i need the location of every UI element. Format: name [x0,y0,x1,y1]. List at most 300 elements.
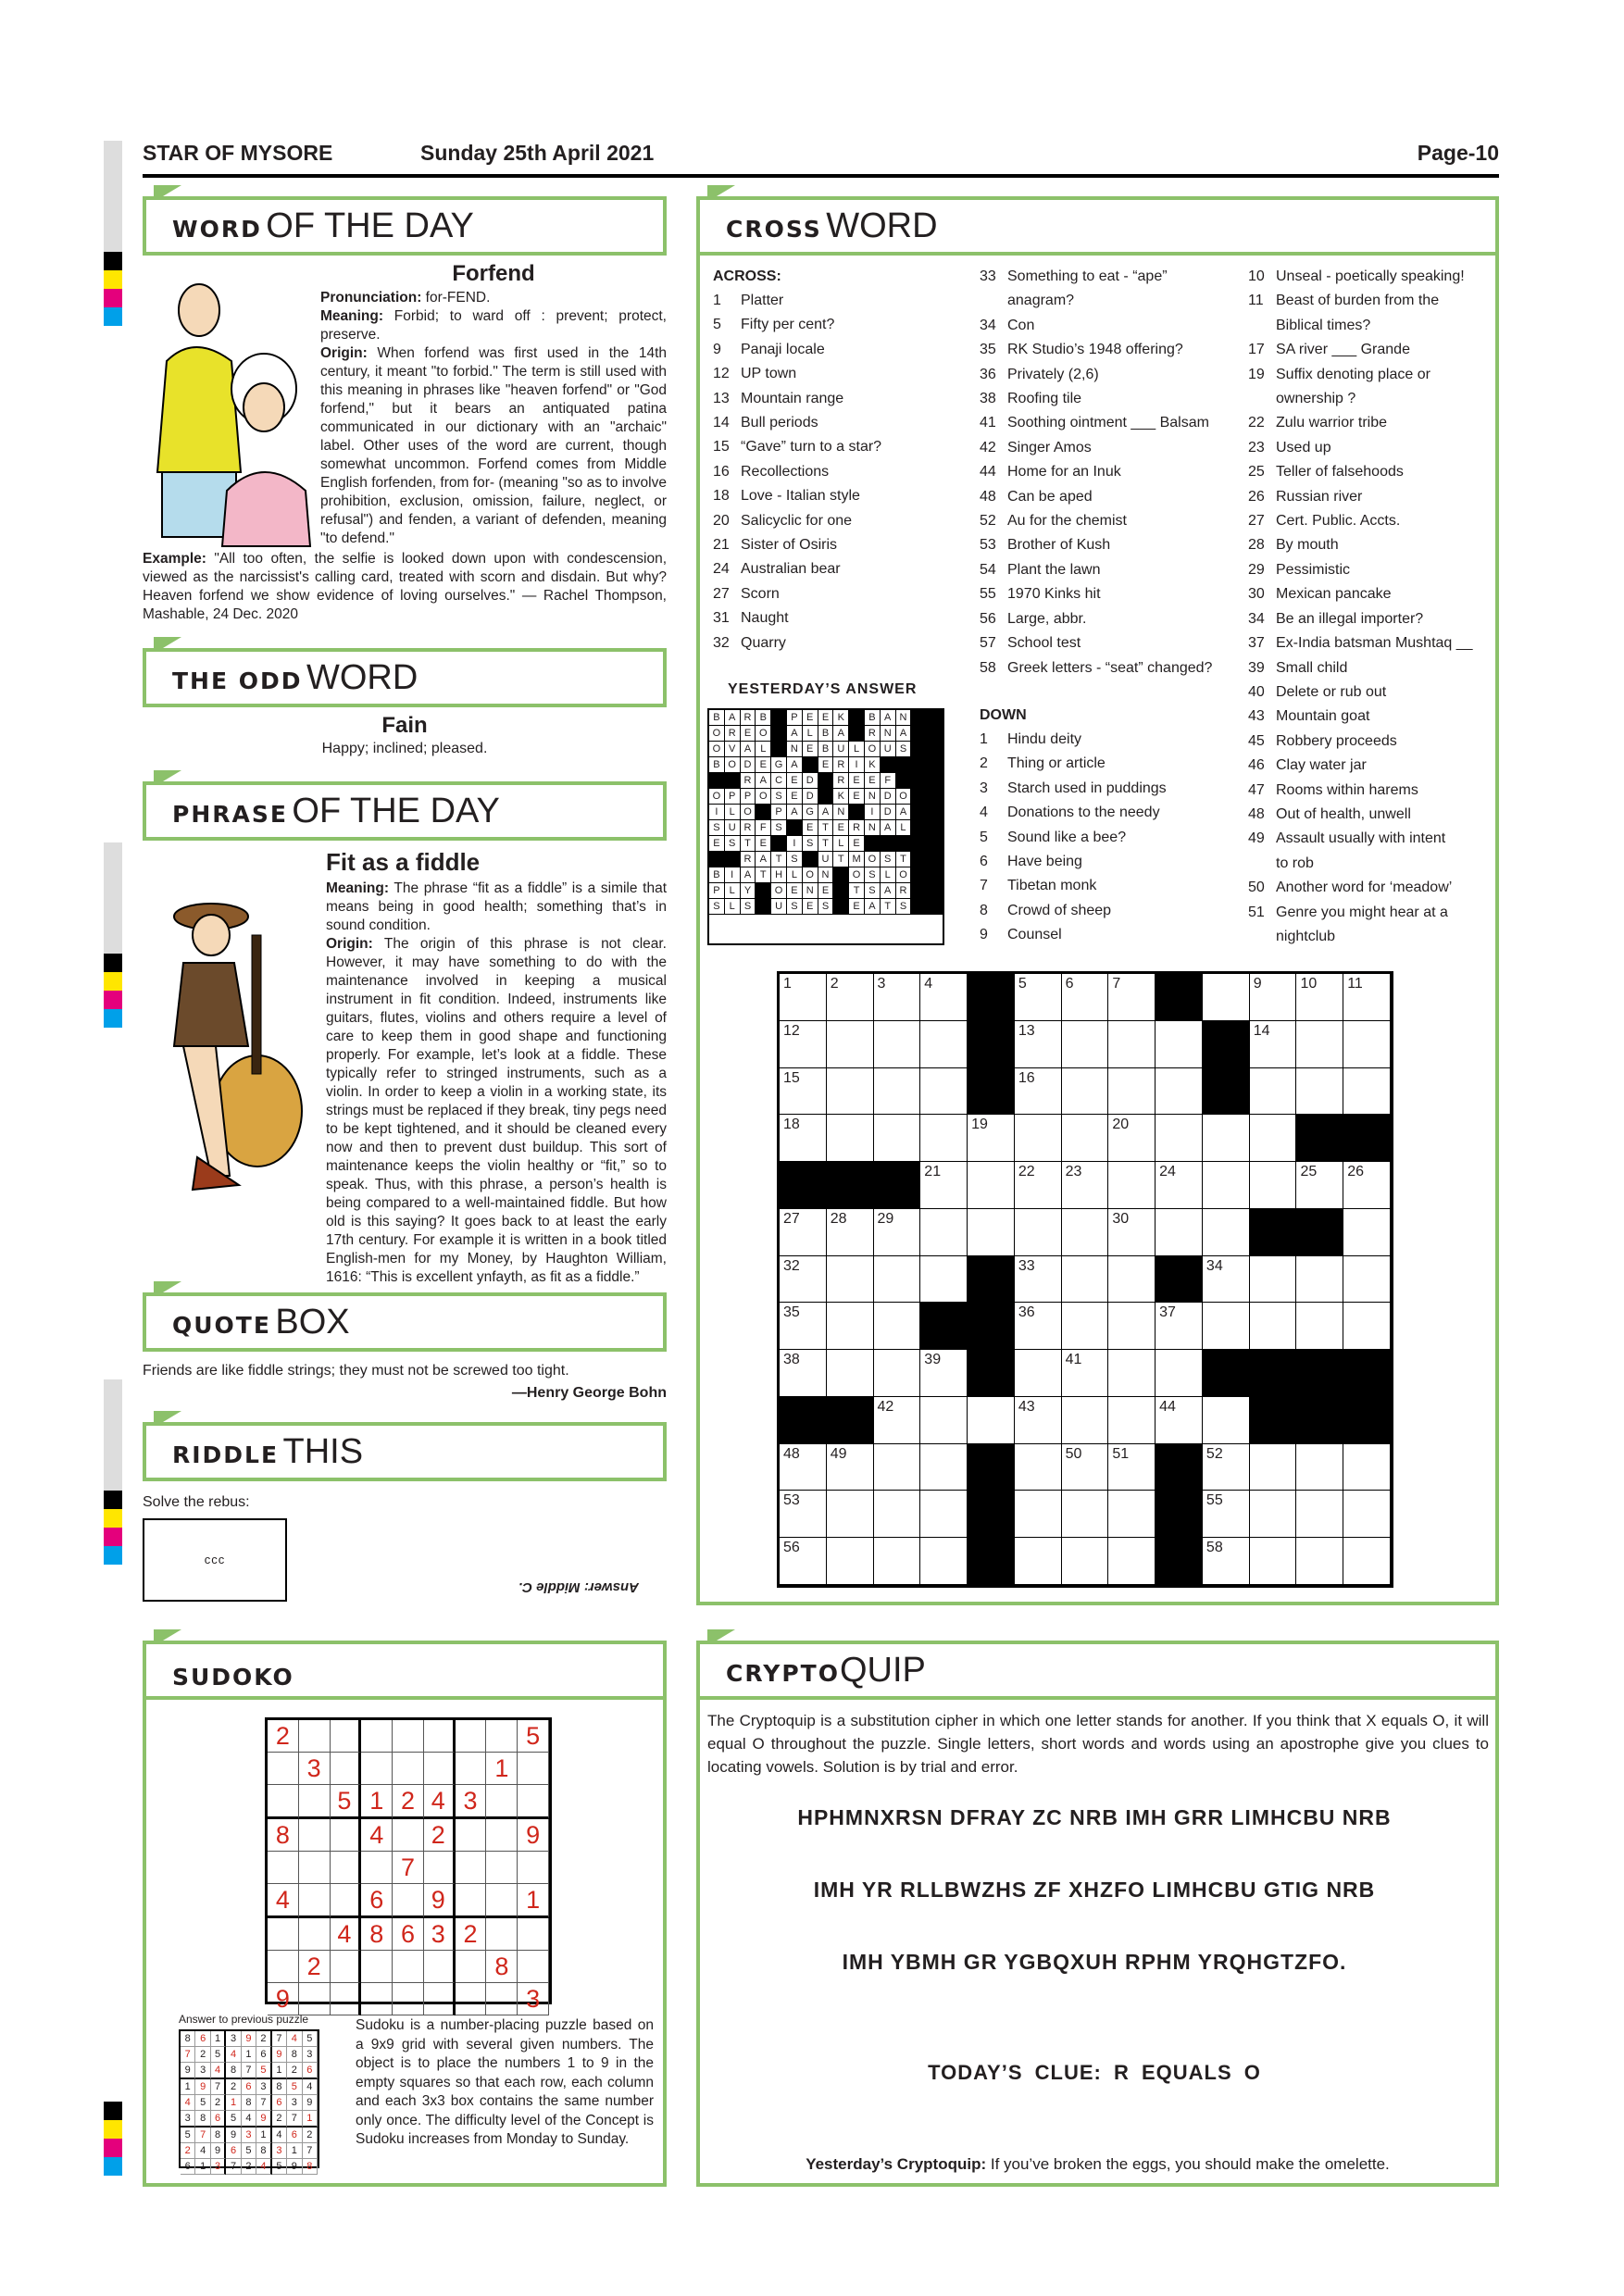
crossword-cell[interactable] [1062,1303,1109,1350]
crossword-cell[interactable] [968,1538,1015,1585]
crossword-cell[interactable] [1015,1115,1062,1162]
crossword-cell[interactable] [1250,1115,1297,1162]
sudoku-cell[interactable] [299,1852,331,1884]
clue-number: 3 [980,780,988,796]
crossword-cell[interactable] [780,1491,827,1538]
sudoku-cell[interactable] [424,1753,456,1785]
sudoku-cell[interactable] [331,1951,362,1983]
crossword-cell[interactable] [1296,1021,1343,1068]
clue [980,509,1212,533]
answer-cell [896,836,912,852]
crossword-cell[interactable] [1062,1491,1109,1538]
crossword-cell[interactable] [827,1256,874,1304]
crossword-cell[interactable] [1343,1162,1391,1209]
sudoku-cell[interactable]: 4 [424,1785,456,1819]
answer-cell: E [818,883,834,899]
answer-cell: S [709,820,725,836]
clue [1248,436,1473,460]
cell-number: 7 [1112,976,1121,992]
crossword-cell[interactable] [1250,1397,1297,1444]
prev-cell: 7 [211,2079,226,2095]
crossword-cell[interactable] [920,1021,968,1068]
crossword-cell[interactable] [827,1162,874,1209]
sudoku-cell[interactable]: 1 [518,1884,549,1918]
crossword-cell[interactable] [1156,1397,1203,1444]
crossword-cell[interactable] [1062,1162,1109,1209]
sudoku-cell[interactable]: 5 [518,1720,549,1753]
crossword-cell[interactable] [1203,1068,1250,1116]
crossword-cell[interactable] [1203,1021,1250,1068]
crossword-cell[interactable] [1062,1209,1109,1256]
sudoku-cell[interactable] [268,1852,299,1884]
answer-cell: T [833,852,849,867]
crossword-cell[interactable] [1062,974,1109,1021]
crossword-cell[interactable] [827,1068,874,1116]
crossword-cell[interactable] [968,1444,1015,1491]
clue-number: 28 [1248,537,1265,554]
crossword-cell[interactable] [1156,1209,1203,1256]
crossword-cell[interactable] [1296,1209,1343,1256]
crossword-cell[interactable] [920,1538,968,1585]
sudoku-cell[interactable] [424,1983,456,2015]
crossword-cell[interactable] [1156,1021,1203,1068]
crossword-cell[interactable] [1203,1115,1250,1162]
crossword-cell[interactable] [968,1162,1015,1209]
clue [980,558,1212,582]
crossword-cell[interactable] [1156,974,1203,1021]
crossword-cell[interactable] [780,1444,827,1491]
sudoku-cell[interactable]: 9 [424,1884,456,1918]
crossword-cell[interactable] [1296,1303,1343,1350]
sudoku-cell[interactable] [486,1918,518,1951]
crossword-cell[interactable] [1343,1068,1391,1116]
crossword-cell[interactable] [827,1021,874,1068]
sudoku-cell[interactable]: 3 [299,1753,331,1785]
crossword-cell[interactable] [920,1491,968,1538]
crossword-cell[interactable] [1156,1115,1203,1162]
sudoku-cell[interactable] [456,1720,487,1753]
crossword-cell[interactable] [1062,1021,1109,1068]
sudoku-cell[interactable]: 1 [361,1785,393,1819]
sudoku-cell[interactable]: 9 [518,1819,549,1852]
sudoku-cell[interactable] [456,1819,487,1852]
crossword-cell[interactable] [1250,1209,1297,1256]
crossword-cell[interactable] [1343,1303,1391,1350]
sudoku-cell[interactable] [331,1753,362,1785]
sudoku-cell[interactable] [393,1951,424,1983]
crossword-cell[interactable] [780,1021,827,1068]
sudoku-cell[interactable] [361,1753,393,1785]
crossword-cell[interactable] [968,1491,1015,1538]
crossword-cell[interactable] [874,1068,921,1116]
crossword-cell[interactable] [920,1209,968,1256]
crossword-cell[interactable] [968,1256,1015,1304]
sudoku-cell[interactable] [518,1753,549,1785]
sudoku-cell[interactable] [424,1951,456,1983]
crossword-cell[interactable] [874,1303,921,1350]
crossword-cell[interactable] [827,1350,874,1397]
crossword-cell[interactable] [780,1115,827,1162]
crossword-cell[interactable] [920,1162,968,1209]
sudoku-cell[interactable] [486,1983,518,2015]
sudoku-cell[interactable]: 2 [393,1785,424,1819]
crossword-cell[interactable] [874,1538,921,1585]
crossword-cell[interactable] [1203,1209,1250,1256]
answer-cell [911,742,927,757]
crossword-cell[interactable] [920,1350,968,1397]
crossword-cell[interactable] [1250,1444,1297,1491]
clue [980,485,1212,509]
clue-number: 24 [713,561,730,578]
crossword-cell[interactable] [1296,1162,1343,1209]
crossword-cell[interactable] [1108,1209,1156,1256]
crossword-cell[interactable] [1203,1256,1250,1304]
sudoku-cell[interactable]: 1 [486,1753,518,1785]
crossword-cell[interactable] [1296,974,1343,1021]
crossword-cell[interactable] [1015,1209,1062,1256]
cryptoquip-intro: The Cryptoquip is a substitution cipher in which one letter stands for another. If you think that X equals O, it will equal O throughout the puzzle. Single letters, short words and words using an apostrophe give you clues to locating vowels. Solution is by trial and error. [707,1712,1489,1776]
sudoku-cell[interactable]: 8 [268,1819,299,1852]
crossword-cell[interactable] [920,1068,968,1116]
crossword-cell[interactable] [780,1350,827,1397]
answer-cell: N [865,820,881,836]
prev-cell: 5 [181,2128,195,2143]
crossword-cell[interactable] [1203,974,1250,1021]
crossword-cell[interactable] [1296,1115,1343,1162]
sudoku-cell[interactable] [518,1785,549,1819]
crossword-cell[interactable] [968,974,1015,1021]
crossword-cell[interactable] [1015,1021,1062,1068]
crossword-cell[interactable] [1343,1444,1391,1491]
prev-cell: 1 [226,2095,241,2111]
crossword-cell[interactable] [780,1538,827,1585]
cell-number: 49 [830,1445,847,1462]
crossword-cell[interactable] [968,1115,1015,1162]
crossword-cell[interactable] [874,1444,921,1491]
sudoku-cell[interactable] [518,1852,549,1884]
cell-number: 32 [783,1257,800,1274]
crossword-cell[interactable] [1203,1303,1250,1350]
sudoku-cell[interactable]: 6 [361,1884,393,1918]
crossword-cell[interactable] [1015,1350,1062,1397]
crossword-cell[interactable] [827,1303,874,1350]
sudoku-cell[interactable] [518,1918,549,1951]
crossword-cell[interactable] [874,1021,921,1068]
crossword-cell[interactable] [1015,1303,1062,1350]
crossword-cell[interactable] [874,974,921,1021]
crossword-cell[interactable] [827,1444,874,1491]
crossword-cell[interactable] [1015,1256,1062,1304]
prev-cell: 7 [256,2095,271,2111]
sudoku-cell[interactable] [361,1983,393,2015]
crossword-cell[interactable] [874,1256,921,1304]
crossword-cell[interactable] [920,1444,968,1491]
sudoku-cell[interactable]: 2 [268,1720,299,1753]
crossword-cell[interactable] [1108,1491,1156,1538]
crossword-cell[interactable] [1343,1491,1391,1538]
clue-text: Singer Amos [1007,439,1092,455]
crossword-cell[interactable] [968,1021,1015,1068]
sudoku-cell[interactable] [331,1884,362,1918]
sudoku-cell[interactable] [424,1852,456,1884]
crossword-cell[interactable] [968,1068,1015,1116]
prev-cell: 7 [287,2111,302,2128]
crossword-cell[interactable] [1108,1162,1156,1209]
sudoku-cell[interactable] [456,1884,487,1918]
prev-cell: 3 [242,2128,256,2143]
sudoku-cell[interactable]: 3 [424,1918,456,1951]
cell-number: 24 [1159,1164,1176,1180]
cell-number: 3 [877,976,886,992]
sudoku-cell[interactable] [299,1720,331,1753]
sudoku-cell[interactable]: 2 [456,1918,487,1951]
sudoku-cell[interactable] [299,1819,331,1852]
sudoku-cell[interactable] [393,1983,424,2015]
across-clues-col1 [713,289,881,655]
crossword-cell[interactable] [1203,1538,1250,1585]
clue-number: 53 [980,537,996,554]
crossword-cell[interactable] [1062,1068,1109,1116]
crossword-cell[interactable] [1062,1397,1109,1444]
crossword-cell[interactable] [1062,1256,1109,1304]
crossword-cell[interactable] [780,1162,827,1209]
crossword-cell[interactable] [968,1209,1015,1256]
sudoku-cell[interactable] [393,1753,424,1785]
crossword-cell[interactable] [1343,1256,1391,1304]
sudoku-cell[interactable] [331,1852,362,1884]
sudoku-cell[interactable] [299,1785,331,1819]
crossword-cell[interactable] [827,1538,874,1585]
crossword-cell[interactable] [1296,1397,1343,1444]
crossword-cell[interactable] [1250,1068,1297,1116]
crossword-cell[interactable] [1250,1350,1297,1397]
crossword-cell[interactable] [920,1115,968,1162]
crossword-cell[interactable] [1250,1162,1297,1209]
crossword-cell[interactable] [1203,1397,1250,1444]
sudoku-cell[interactable] [518,1951,549,1983]
sudoku-cell[interactable]: 4 [268,1884,299,1918]
crossword-cell[interactable] [1156,1444,1203,1491]
crossword-cell[interactable] [1250,1256,1297,1304]
sudoku-cell[interactable]: 6 [393,1918,424,1951]
sudoku-cell[interactable] [361,1951,393,1983]
title-big: QUIP [839,1651,926,1690]
crossword-cell[interactable] [1343,1021,1391,1068]
clue [713,582,881,606]
crossword-cell[interactable] [827,1115,874,1162]
crossword-cell[interactable] [827,1491,874,1538]
crossword-cell[interactable] [1250,1538,1297,1585]
crossword-cell[interactable] [827,974,874,1021]
crossword-cell[interactable] [920,1303,968,1350]
clue-text: Suffix denoting place or [1276,366,1430,382]
cell-number: 33 [1018,1257,1035,1274]
sudoku-cell[interactable]: 9 [268,1983,299,2015]
crossword-cell[interactable] [1203,1162,1250,1209]
crossword-cell[interactable] [1015,1491,1062,1538]
sudoku-cell[interactable] [299,1884,331,1918]
crossword-cell[interactable] [1156,1350,1203,1397]
crossword-cell[interactable] [874,1397,921,1444]
crossword-cell[interactable] [1062,1350,1109,1397]
sudoku-cell[interactable]: 3 [456,1785,487,1819]
sudoku-cell[interactable] [393,1884,424,1918]
sudoku-cell[interactable] [456,1852,487,1884]
answer-cell: D [803,773,818,789]
crossword-cell[interactable] [1250,1021,1297,1068]
crossword-cell[interactable] [780,1068,827,1116]
crossword-cell[interactable] [968,1397,1015,1444]
sudoku-cell[interactable] [486,1720,518,1753]
crossword-cell[interactable] [1296,1256,1343,1304]
prev-cell: 9 [211,2143,226,2159]
crossword-cell[interactable] [1015,1444,1062,1491]
answer-cell: L [881,867,896,883]
crossword-cell[interactable] [1296,1444,1343,1491]
crossword-cell[interactable] [780,1303,827,1350]
crossword-cell[interactable] [1062,1115,1109,1162]
crossword-cell[interactable] [1108,1444,1156,1491]
crossword-cell[interactable] [1108,1538,1156,1585]
sudoku-cell[interactable] [486,1852,518,1884]
crossword-cell[interactable] [874,1162,921,1209]
sudoku-cell[interactable] [268,1753,299,1785]
crossword-cell[interactable] [1203,1444,1250,1491]
crossword-cell[interactable] [780,1209,827,1256]
clue-text: RK Studio’s 1948 offering? [1007,342,1183,358]
crossword-cell[interactable] [1250,1303,1297,1350]
clue [980,338,1212,362]
crossword-cell[interactable] [1062,1444,1109,1491]
crossword-cell[interactable] [1343,974,1391,1021]
crossword-cell[interactable] [780,974,827,1021]
crossword-cell[interactable] [1203,1350,1250,1397]
sudoku-cell[interactable] [393,1819,424,1852]
sudoku-cell[interactable] [486,1819,518,1852]
crossword-cell[interactable] [1108,1397,1156,1444]
crossword-cell[interactable] [1015,1538,1062,1585]
sudoku-cell[interactable]: 7 [393,1852,424,1884]
crossword-cell[interactable] [1343,1115,1391,1162]
clue-text: Something to eat - “ape” [1007,268,1168,284]
crossword-cell[interactable] [1296,1068,1343,1116]
clue-number: 14 [713,415,730,431]
sudoku-cell[interactable] [268,1785,299,1819]
crossword-cell[interactable] [920,1397,968,1444]
crossword-cell[interactable] [1108,1068,1156,1116]
sudoku-cell[interactable]: 2 [299,1951,331,1983]
crossword-cell[interactable] [1015,1068,1062,1116]
sudoku-cell[interactable] [299,1983,331,2015]
clue [980,387,1212,411]
sudoku-cell[interactable] [268,1918,299,1951]
sudoku-cell[interactable] [331,1983,362,2015]
sudoku-cell[interactable] [331,1720,362,1753]
prev-cell: 9 [272,2047,287,2063]
sudoku-cell[interactable] [486,1884,518,1918]
crossword-cell[interactable] [1343,1397,1391,1444]
crossword-cell[interactable] [968,1350,1015,1397]
crossword-cell[interactable] [827,1209,874,1256]
crossword-cell[interactable] [780,1397,827,1444]
crossword-cell[interactable] [1156,1256,1203,1304]
crossword-cell[interactable] [1343,1209,1391,1256]
clue-text: Fifty per cent? [741,317,835,333]
crossword-cell[interactable] [1108,1303,1156,1350]
crossword-cell[interactable] [1062,1538,1109,1585]
sudoku-cell[interactable] [361,1720,393,1753]
crossword-cell[interactable] [1343,1350,1391,1397]
answer-cell [927,836,943,852]
sudoku-cell[interactable] [456,1983,487,2015]
crossword-cell[interactable] [920,1256,968,1304]
prev-cell: 8 [272,2079,287,2095]
sudoku-cell[interactable] [486,1785,518,1819]
sudoku-cell[interactable] [331,1819,362,1852]
answer-cell [911,726,927,742]
crossword-cell[interactable] [874,1491,921,1538]
sudoku-cell[interactable]: 4 [331,1918,362,1951]
prev-cell: 8 [226,2063,241,2079]
crossword-cell[interactable] [1108,1256,1156,1304]
sudoku-cell[interactable] [361,1852,393,1884]
crossword-cell[interactable] [1250,1491,1297,1538]
sudoku-cell[interactable]: 8 [486,1951,518,1983]
crossword-cell[interactable] [1015,1162,1062,1209]
crossword-cell[interactable] [1015,1397,1062,1444]
sudoku-cell[interactable]: 2 [424,1819,456,1852]
crossword-cell[interactable] [827,1397,874,1444]
down-clues-col2 [980,728,1167,948]
sudoku-cell[interactable]: 4 [361,1819,393,1852]
crossword-cell[interactable] [1108,1021,1156,1068]
crossword-cell[interactable] [1156,1538,1203,1585]
sudoku-cell[interactable] [424,1720,456,1753]
crossword-cell[interactable] [1108,1350,1156,1397]
crossword-cell[interactable] [968,1303,1015,1350]
sudoku-cell[interactable]: 5 [331,1785,362,1819]
sudoku-cell[interactable] [393,1720,424,1753]
crossword-cell[interactable] [1203,1491,1250,1538]
crossword-cell[interactable] [1156,1162,1203,1209]
crossword-cell[interactable] [1296,1538,1343,1585]
sudoku-cell[interactable]: 8 [361,1918,393,1951]
crossword-cell[interactable] [1156,1491,1203,1538]
crossword-cell[interactable] [780,1256,827,1304]
crossword-cell[interactable] [1296,1350,1343,1397]
crossword-cell[interactable] [874,1115,921,1162]
crossword-cell[interactable] [1250,974,1297,1021]
crossword-cell[interactable] [1343,1538,1391,1585]
sudoku-cell[interactable] [456,1753,487,1785]
crossword-cell[interactable] [874,1350,921,1397]
sudoku-cell[interactable] [299,1918,331,1951]
sudoku-cell[interactable] [456,1951,487,1983]
crossword-cell[interactable] [1156,1068,1203,1116]
crossword-cell[interactable] [1296,1491,1343,1538]
sudoku-cell[interactable]: 3 [518,1983,549,2015]
clue-text: Teller of falsehoods [1276,464,1404,480]
crossword-cell[interactable] [1108,1115,1156,1162]
crossword-cell[interactable] [1108,974,1156,1021]
sudoku-previous-answer [179,2029,319,2172]
crossword-cell[interactable] [874,1209,921,1256]
crossword-cell[interactable] [920,974,968,1021]
crossword-cell[interactable] [1156,1303,1203,1350]
sudoku-cell[interactable] [268,1951,299,1983]
crossword-cell[interactable] [1015,974,1062,1021]
answer-cell: R [741,852,756,867]
